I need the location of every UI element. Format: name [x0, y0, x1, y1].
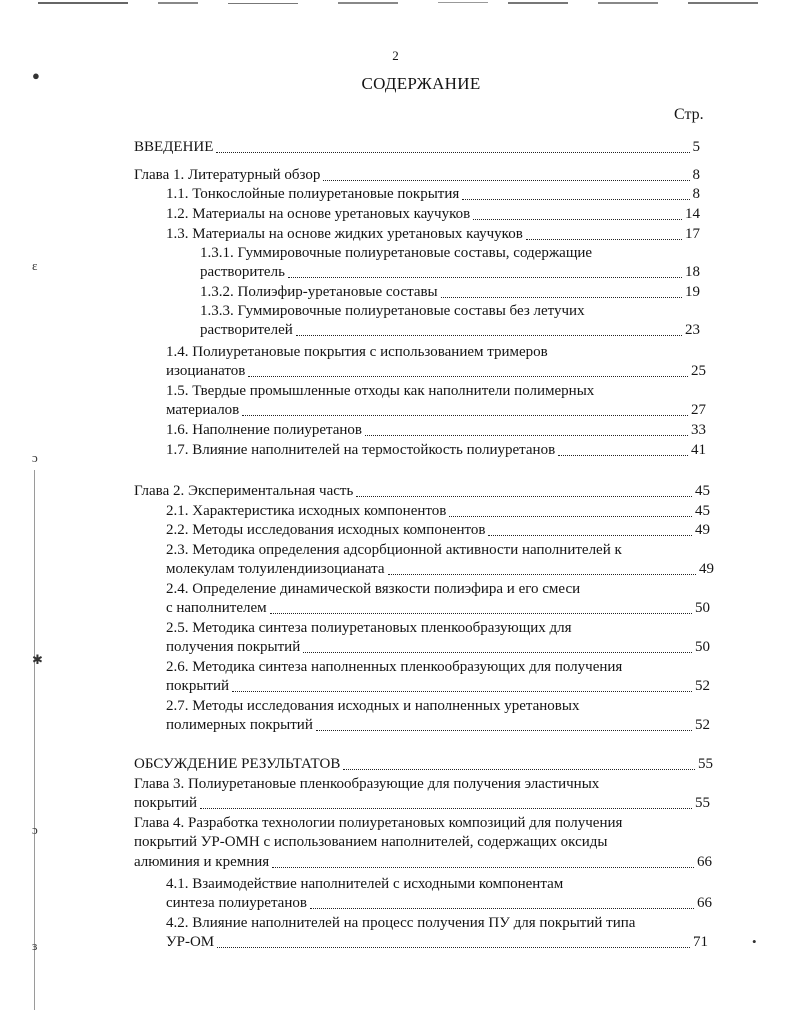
- scan-speck-mark: ɛ: [32, 258, 38, 273]
- toc-entry-page: 50: [695, 600, 710, 616]
- toc-entry-page: 49: [695, 522, 710, 538]
- toc-entry-lead: 2.6. Методика синтеза наполненных пленкообразующих для получения: [166, 659, 623, 675]
- toc-entry[interactable]: [166, 677, 710, 696]
- toc-entry-page: 52: [695, 678, 710, 694]
- toc-entry-title: полимерных покрытий: [166, 717, 313, 733]
- dot-leader: [296, 335, 682, 336]
- dot-leader: [473, 219, 682, 220]
- dot-leader: [356, 496, 692, 497]
- dot-leader: [310, 908, 694, 909]
- dot-leader: [270, 613, 692, 614]
- dot-leader: [388, 574, 696, 575]
- toc-entry[interactable]: [166, 421, 706, 440]
- toc-entry-title: 1.3. Материалы на основе жидких уретановых каучуков: [166, 226, 523, 242]
- dot-leader: [303, 652, 692, 653]
- toc-entry[interactable]: [166, 205, 700, 224]
- scan-dot-mark: ●: [32, 68, 40, 83]
- toc-entry[interactable]: [134, 853, 712, 872]
- toc-entry-page: 55: [698, 756, 713, 772]
- dot-leader: [449, 516, 692, 517]
- toc-entry-lead: 2.4. Определение динамической вязкости полиэфира и его смеси: [166, 581, 581, 597]
- toc-entry-title: 2.2. Методы исследования исходных компонентов: [166, 522, 486, 538]
- toc-entry-page: 23: [685, 322, 700, 338]
- toc-entry-page: 17: [685, 226, 700, 242]
- toc-entry-page: 66: [697, 895, 712, 911]
- toc-entry-page: 33: [691, 422, 706, 438]
- toc-entry-page: 55: [695, 795, 710, 811]
- toc-entry[interactable]: [134, 755, 713, 774]
- scan-margin-line: [32, 470, 38, 1010]
- toc-entry-lead: 4.2. Влияние наполнителей на процесс получения ПУ для покрытий типа: [166, 915, 636, 931]
- toc-entry-lead: 1.3.3. Гуммировочные полиуретановые составы без летучих: [200, 303, 585, 319]
- toc-entry-title: 2.1. Характеристика исходных компонентов: [166, 503, 447, 519]
- scan-speck-mark: ɜ: [32, 938, 38, 953]
- toc-entry-title: получения покрытий: [166, 639, 301, 655]
- toc-entry[interactable]: [166, 502, 710, 521]
- toc-entry[interactable]: [166, 560, 714, 579]
- dot-leader: [272, 867, 694, 868]
- toc-entry-title: 1.3.2. Полиэфир-уретановые составы: [200, 284, 438, 300]
- toc-entry-page: 49: [699, 561, 714, 577]
- toc-entry[interactable]: [166, 401, 706, 420]
- toc-entry[interactable]: [166, 716, 710, 735]
- toc-title: СОДЕРЖАНИЕ: [361, 74, 481, 93]
- dot-leader: [200, 808, 692, 809]
- toc-entry-title: ВВЕДЕНИЕ: [134, 139, 214, 155]
- dot-leader: [242, 415, 688, 416]
- toc-entry[interactable]: [166, 225, 700, 244]
- toc-entry-page: 5: [692, 139, 700, 155]
- toc-entry[interactable]: [166, 441, 706, 460]
- dot-leader: [323, 180, 689, 181]
- toc-entry-title: растворителей: [200, 322, 293, 338]
- toc-entry-title: Глава 1. Литературный обзор: [134, 167, 321, 183]
- toc-entry-page: 25: [691, 363, 706, 379]
- toc-entry-title: покрытий: [134, 795, 198, 811]
- scan-edge-artifact: [38, 0, 768, 8]
- dot-leader: [365, 435, 688, 436]
- toc-entry-page: 52: [695, 717, 710, 733]
- toc-entry[interactable]: [134, 794, 710, 813]
- toc-entry-title: с наполнителем: [166, 600, 267, 616]
- toc-entry-title: 1.7. Влияние наполнителей на термостойкость полиуретанов: [166, 442, 556, 458]
- toc-entry-lead: 2.5. Методика синтеза полиуретановых пленкообразующих для: [166, 620, 572, 636]
- toc-entry-title: покрытий: [166, 678, 230, 694]
- dot-leader: [343, 769, 695, 770]
- toc-entry-title: синтеза полиуретанов: [166, 895, 307, 911]
- toc-entry[interactable]: [200, 283, 700, 302]
- toc-entry-title: молекулам толуилендиизоцианата: [166, 561, 385, 577]
- toc-entry-page: 66: [697, 854, 712, 870]
- toc-entry-page: 27: [691, 402, 706, 418]
- toc-entry-page: 50: [695, 639, 710, 655]
- dot-leader: [526, 239, 682, 240]
- toc-entry-lead: 4.1. Взаимодействие наполнителей с исходными компонентам: [166, 876, 564, 892]
- dot-leader: [441, 297, 682, 298]
- toc-entry-title: алюминия и кремния: [134, 854, 270, 870]
- dot-leader: [216, 152, 689, 153]
- toc-entry-lead: 1.4. Полиуретановые покрытия с использованием тримеров: [166, 344, 548, 360]
- scan-speck-mark: •: [752, 934, 757, 949]
- scan-speck-mark: ɔ: [32, 450, 38, 465]
- toc-entry[interactable]: [200, 321, 700, 340]
- toc-entry[interactable]: [134, 482, 710, 501]
- toc-entry-page: 8: [692, 167, 700, 183]
- toc-entry[interactable]: [166, 362, 706, 381]
- toc-entry[interactable]: [166, 185, 700, 204]
- toc-entry-page: 41: [691, 442, 706, 458]
- toc-entry-title: 1.1. Тонкослойные полиуретановые покрытия: [166, 186, 460, 202]
- dot-leader: [488, 535, 692, 536]
- toc-entry-page: 45: [695, 503, 710, 519]
- scan-speck-mark: ✱: [32, 652, 43, 667]
- toc-entry-lead: 1.5. Твердые промышленные отходы как наполнители полимерных: [166, 383, 595, 399]
- toc-entry-title: Глава 2. Экспериментальная часть: [134, 483, 354, 499]
- dot-leader: [316, 730, 692, 731]
- toc-entry-lead: 2.3. Методика определения адсорбционной активности наполнителей к: [166, 542, 622, 558]
- toc-entry-title: 1.2. Материалы на основе уретановых каучуков: [166, 206, 471, 222]
- toc-entry-title: материалов: [166, 402, 240, 418]
- toc-entry-page: 71: [693, 934, 708, 950]
- toc-entry-title: УР-ОМ: [166, 934, 215, 950]
- toc-entry-lead: Глава 3. Полиуретановые пленкообразующие для получения эластичных: [134, 776, 600, 792]
- dot-leader: [558, 455, 688, 456]
- toc-entry-title: 1.6. Наполнение полиуретанов: [166, 422, 363, 438]
- dot-leader: [248, 376, 688, 377]
- toc-entry-page: 18: [685, 264, 700, 280]
- toc-entry-lead: покрытий УР-ОМН с использованием наполнителей, содержащих оксиды: [134, 834, 608, 850]
- toc-entry[interactable]: [166, 521, 710, 540]
- dot-leader: [462, 199, 689, 200]
- toc-entry-lead: 2.7. Методы исследования исходных и наполненных уретановых: [166, 698, 580, 714]
- toc-entry[interactable]: [166, 599, 710, 618]
- page-column-label: Стр.: [674, 106, 704, 123]
- toc-entry-page: 45: [695, 483, 710, 499]
- toc-entry[interactable]: [166, 638, 710, 657]
- dot-leader: [288, 277, 682, 278]
- toc-entry[interactable]: [134, 166, 700, 185]
- toc-entry[interactable]: [166, 894, 712, 913]
- scan-speck-mark: ɔ: [32, 822, 38, 837]
- toc-entry-page: 14: [685, 206, 700, 222]
- toc-entry[interactable]: [166, 933, 708, 952]
- toc-entry-title: ОБСУЖДЕНИЕ РЕЗУЛЬТАТОВ: [134, 756, 341, 772]
- dot-leader: [217, 947, 690, 948]
- dot-leader: [232, 691, 692, 692]
- toc-entry-lead: 1.3.1. Гуммировочные полиуретановые составы, содержащие: [200, 245, 593, 261]
- toc-entry-lead: Глава 4. Разработка технологии полиуретановых композиций для получения: [134, 815, 623, 831]
- page-number: 2: [392, 48, 399, 63]
- toc-entry-page: 19: [685, 284, 700, 300]
- toc-entry[interactable]: [134, 138, 700, 157]
- toc-entry-page: 8: [692, 186, 700, 202]
- toc-entry-title: изоцианатов: [166, 363, 246, 379]
- toc-entry[interactable]: [200, 263, 700, 282]
- toc-entry-title: растворитель: [200, 264, 285, 280]
